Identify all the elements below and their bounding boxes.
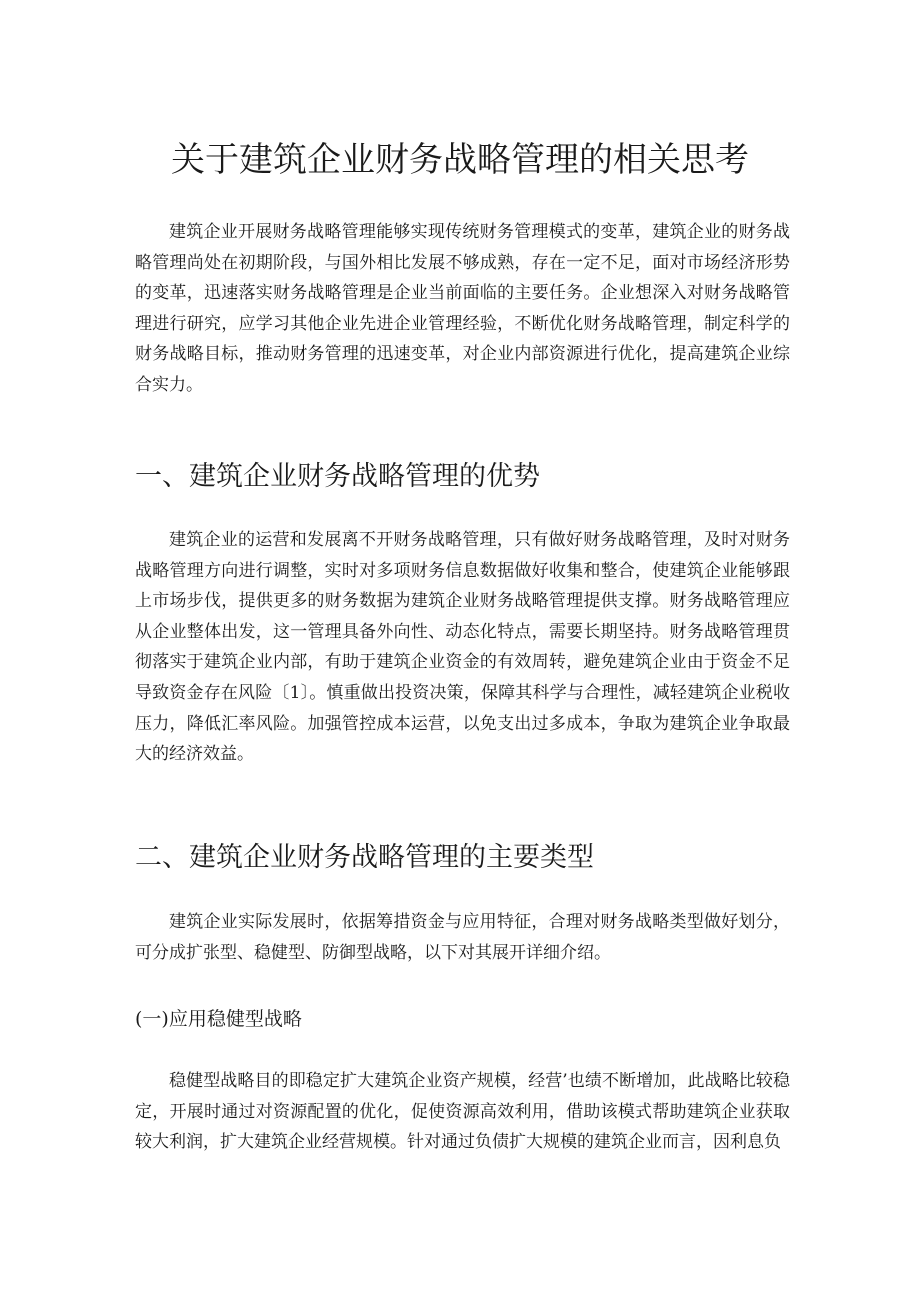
subsection-1-paragraph: 稳健型战略目的即稳定扩大建筑企业资产规模，经营’也绩不断增加，此战略比较稳定，开展时通过对资源配置的优化，促使资源高效利用，借助该模式帮助建筑企业获取较大利润，扩大建筑企业经营规模。针对通过负债扩大规模的建筑企业而言，因利息负	[135, 1071, 790, 1153]
section-2-paragraph: 建筑企业实际发展时，依据筹措资金与应用特征，合理对财务战略类型做好划分，可分成扩张型、稳健型、防御型战略，以下对其展开详细介绍。	[135, 912, 790, 963]
intro-paragraph: 建筑企业开展财务战略管理能够实现传统财务管理模式的变革，建筑企业的财务战略管理尚处在初期阶段，与国外相比发展不够成熟，存在一定不足，面对市场经济形势的变革，迅速落实财务战略管理是企业当前面临的主要任务。企业想深入对财务战略管理进行研究，应学习其他企业先进企业管理经验，不断优化财务战略管理，制定科学的财务战略目标，推动财务管理的迅速变革，对企业内部资源进行优化，提高建筑企业综合实力。	[135, 222, 790, 395]
section-1-paragraph: 建筑企业的运营和发展离不开财务战略管理，只有做好财务战略管理，及时对财务战略管理方向进行调整，实时对多项财务信息数据做好收集和整合，使建筑企业能够跟上市场步伐，提供更多的财务数据为建筑企业财务战略管理提供支撑。财务战略管理应从企业整体出发，这一管理具备外向性、动态化特点，需要长期坚持。财务战略管理贯彻落实于建筑企业内部，有助于建筑企业资金的有效周转，避免建筑企业由于资金不足导致资金存在风险〔1〕。慎重做出投资决策，保障其科学与合理性，减轻建筑企业税收压力，降低汇率风险。加强管控成本运营，以免支出过多成本，争取为建筑企业争取最大的经济效益。	[135, 530, 790, 765]
section-2-heading: 二、建筑企业财务战略管理的主要类型	[135, 842, 594, 873]
section-1-heading: 一、建筑企业财务战略管理的优势	[135, 461, 540, 492]
subsection-1-heading: (一)应用稳健型战略	[135, 1008, 302, 1030]
document-title: 关于建筑企业财务战略管理的相关思考	[171, 140, 749, 180]
